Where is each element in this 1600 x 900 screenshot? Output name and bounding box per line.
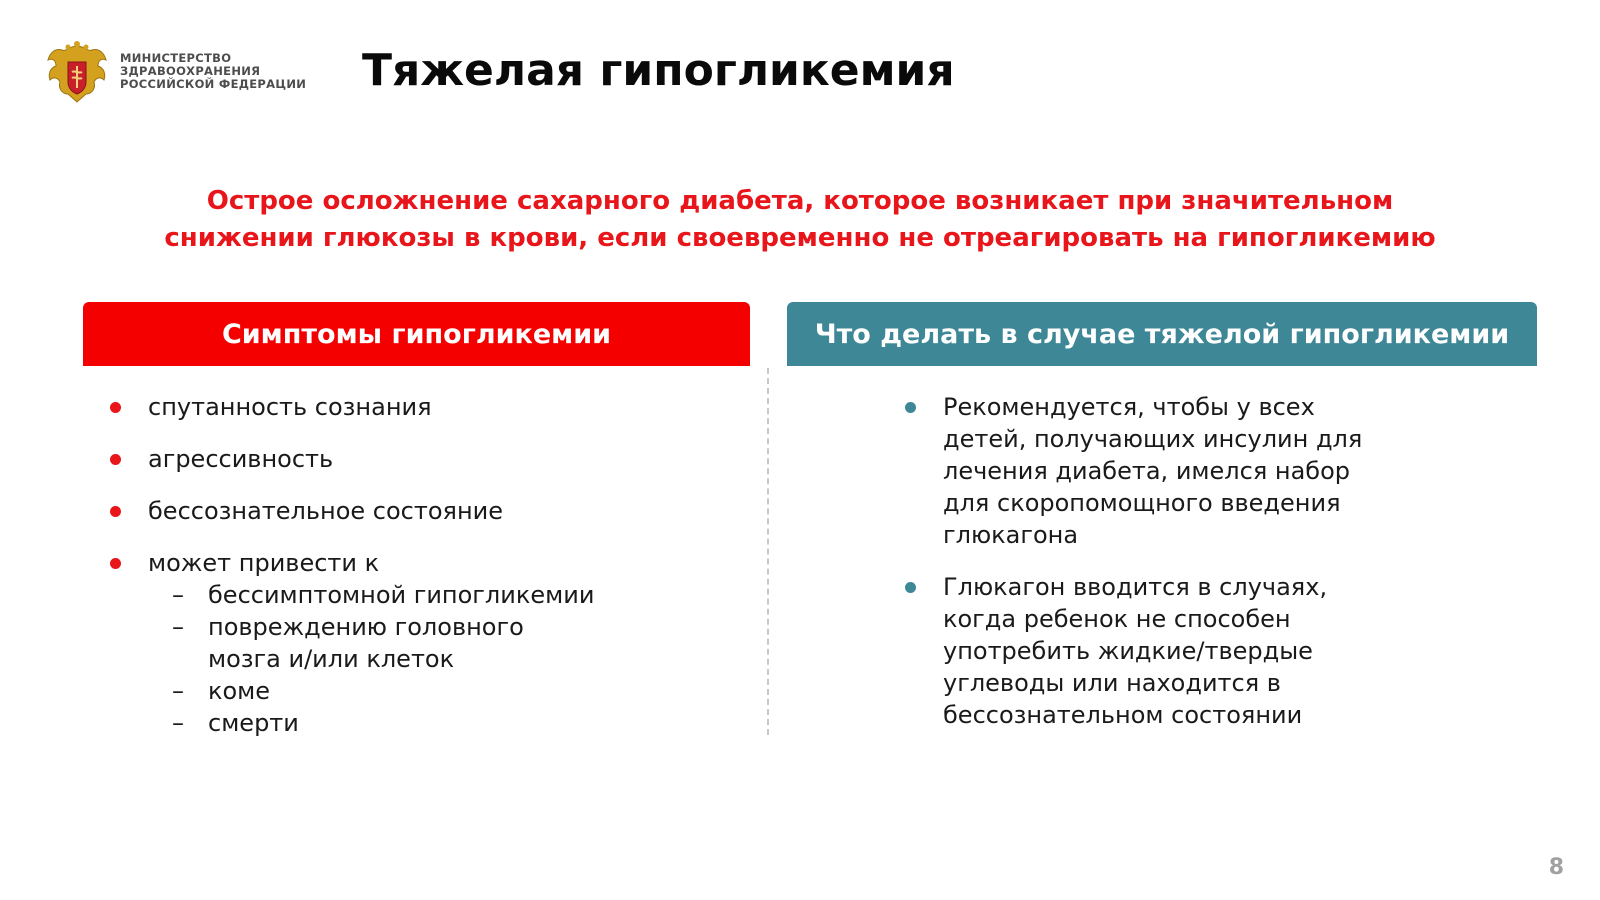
ministry-line: ЗДРАВООХРАНЕНИЯ — [120, 64, 261, 78]
consequence-item — [148, 611, 598, 675]
consequence-text: повреждению головного мозга и/или клеток — [208, 613, 524, 673]
action-item — [905, 571, 1375, 731]
dash-icon: – — [172, 581, 184, 609]
ministry-name — [120, 52, 306, 91]
dash-icon: – — [172, 677, 184, 705]
actions-header: Что делать в случае тяжелой гипогликемии — [787, 302, 1537, 366]
page-number: 8 — [1548, 855, 1564, 880]
action-text: Рекомендуется, чтобы у всех детей, получающих инсулин для лечения диабета, имелся набор для скоропомощного введения глюкагона — [943, 393, 1363, 549]
consequence-text: бессимптомной гипогликемии — [208, 581, 595, 609]
definition-line: снижении глюкозы в крови, если своевременно не отреагировать на гипогликемию — [164, 223, 1436, 253]
page-title: Тяжелая гипогликемия — [362, 45, 955, 96]
symptom-text: бессознательное состояние — [148, 497, 504, 525]
consequences-list — [148, 579, 750, 739]
bullet-icon — [905, 402, 916, 413]
actions-list — [905, 391, 1375, 751]
consequence-text: коме — [208, 677, 271, 705]
symptom-text: может привести к — [148, 549, 380, 577]
bullet-icon — [110, 402, 121, 413]
bullet-icon — [110, 506, 121, 517]
symptoms-header: Симптомы гипогликемии — [83, 302, 750, 366]
symptom-text: агрессивность — [148, 445, 334, 473]
symptom-item — [110, 443, 750, 475]
dash-icon: – — [172, 709, 184, 737]
symptom-item — [110, 391, 750, 423]
ministry-line: МИНИСТЕРСТВО — [120, 51, 232, 65]
bullet-icon — [110, 454, 121, 465]
symptom-item — [110, 547, 750, 739]
symptom-text: спутанность сознания — [148, 393, 432, 421]
consequence-item — [148, 707, 750, 739]
action-item — [905, 391, 1375, 551]
consequence-text: смерти — [208, 709, 299, 737]
bullet-icon — [905, 582, 916, 593]
dash-icon: – — [172, 613, 184, 641]
consequence-item — [148, 579, 750, 611]
coat-of-arms-icon — [42, 38, 112, 108]
symptom-item — [110, 495, 750, 527]
bullet-icon — [110, 558, 121, 569]
column-divider — [767, 368, 769, 735]
definition-text — [80, 183, 1520, 257]
consequence-item — [148, 675, 750, 707]
definition-line: Острое осложнение сахарного диабета, которое возникает при значительном — [206, 186, 1394, 216]
symptoms-list — [110, 391, 750, 759]
action-text: Глюкагон вводится в случаях, когда ребенок не способен употребить жидкие/твердые углеводы или находится в бессознательном состоянии — [943, 573, 1328, 729]
ministry-line: РОССИЙСКОЙ ФЕДЕРАЦИИ — [120, 77, 307, 91]
